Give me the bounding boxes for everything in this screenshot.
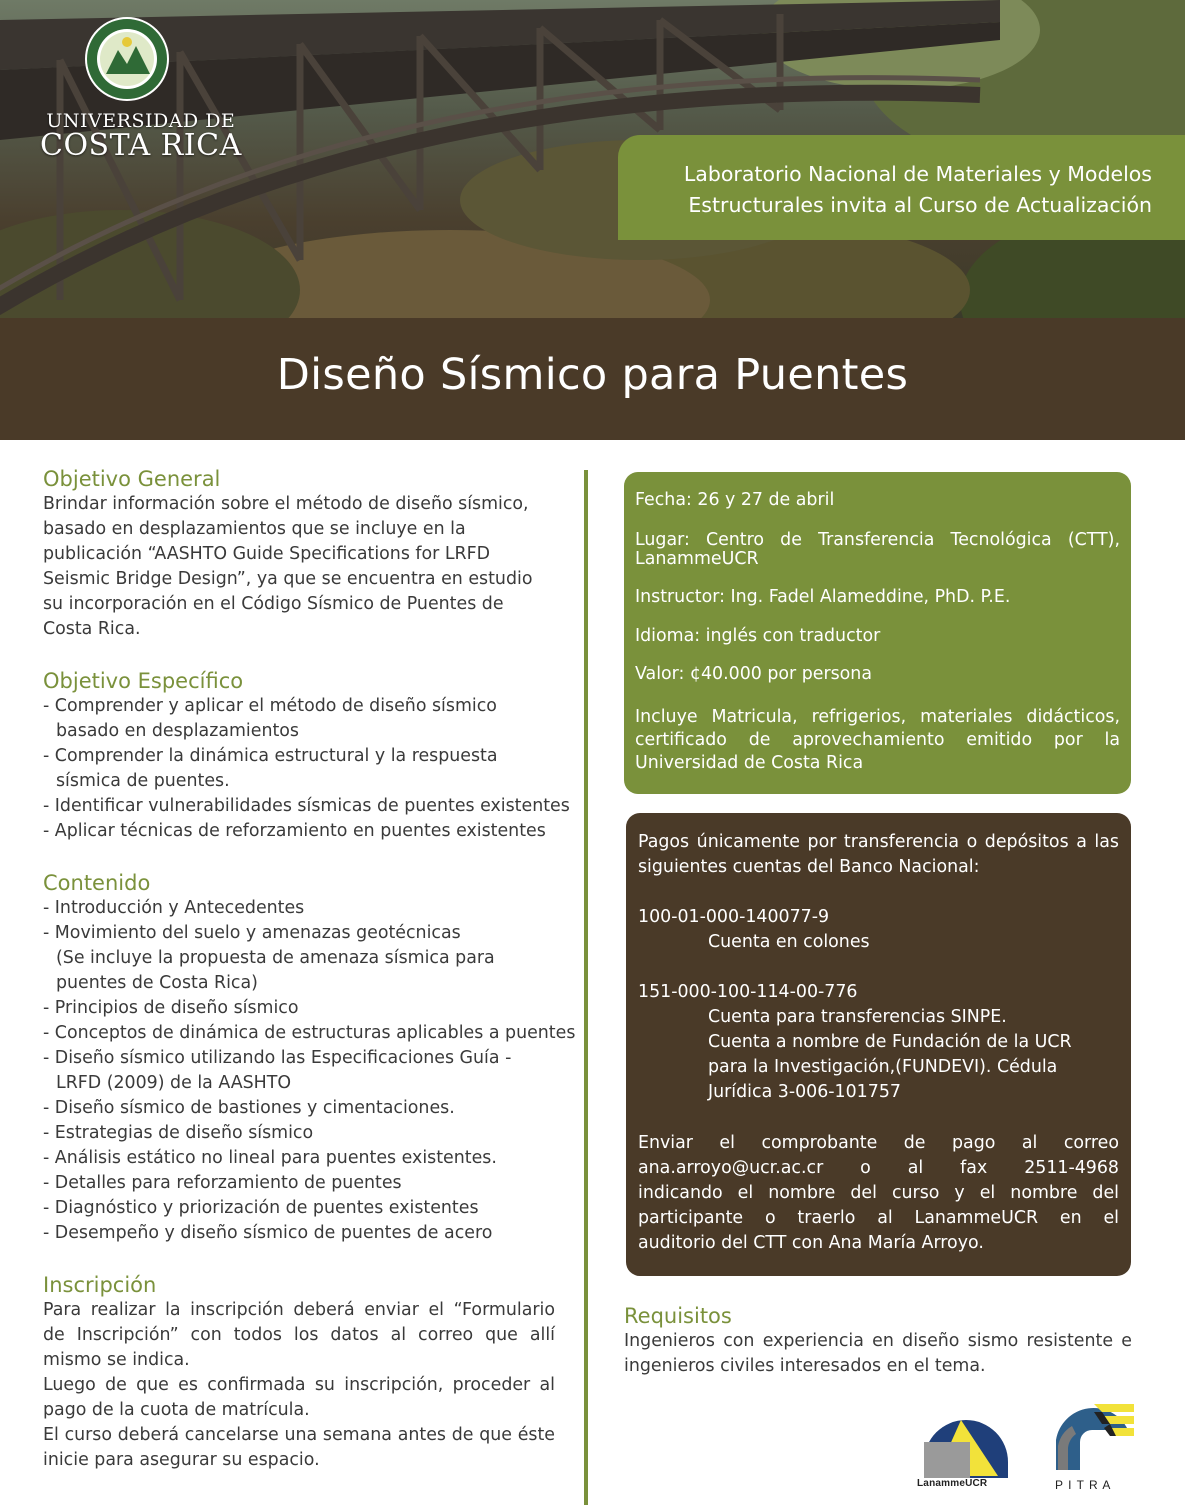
list-item: - Diseño sísmico utilizando las Especificaciones Guía - (43, 1048, 512, 1068)
account2-description-line2: Cuenta a nombre de Fundación de la UCR (708, 1032, 1072, 1052)
list-item-continuation: LRFD (2009) de la AASHTO (56, 1073, 292, 1093)
incluye-text-line3: Universidad de Costa Rica (635, 753, 864, 773)
lanamme-logo-text: LanammeUCR (917, 1478, 988, 1489)
list-item: - Detalles para reforzamiento de puentes (43, 1173, 402, 1193)
account2-description-line1: Cuenta para transferencias SINPE. (708, 1007, 1007, 1027)
account1-number: 100-01-000-140077-9 (638, 907, 830, 927)
idioma-text: Idioma: inglés con traductor (635, 626, 881, 646)
incluye-text-line2: certificado de aprovechamiento emitido por la (635, 730, 1120, 750)
list-item: - Movimiento del suelo y amenazas geotécnicas (43, 923, 461, 943)
requisitos-line2: ingenieros civiles interesados en el tema. (624, 1356, 986, 1376)
list-item-continuation: sísmica de puentes. (56, 771, 230, 791)
text-line: su incorporación en el Código Sísmico de Puentes de (43, 594, 504, 614)
requisitos-section (624, 1303, 1132, 1379)
list-item-continuation: puentes de Costa Rica) (56, 973, 258, 993)
contenido-heading: Contenido (43, 871, 151, 895)
list-item: - Aplicar técnicas de reforzamiento en puentes existentes (43, 821, 546, 841)
inscripcion-heading: Inscripción (43, 1273, 157, 1297)
text-line: Seismic Bridge Design”, ya que se encuentra en estudio (43, 569, 533, 589)
list-item: - Conceptos de dinámica de estructuras aplicables a puentes (43, 1023, 576, 1043)
text-line: Costa Rica. (43, 619, 141, 639)
text-line: publicación “AASHTO Guide Specifications for LRFD (43, 544, 491, 564)
objetivo-especifico-list (43, 694, 570, 844)
account2-description-line3: para la Investigación,(FUNDEVI). Cédula (708, 1057, 1058, 1077)
lugar-text-line2: LanammeUCR (635, 549, 759, 569)
objetivo-general-heading: Objetivo General (43, 467, 221, 491)
account2-description-line4: Jurídica 3-006-101757 (708, 1082, 901, 1102)
requisitos-heading: Requisitos (624, 1304, 732, 1328)
contenido-list (43, 896, 576, 1246)
inscripcion-text (43, 1298, 555, 1473)
list-item-continuation: (Se incluye la propuesta de amenaza sísmica para (56, 948, 495, 968)
invitation-banner (618, 135, 1185, 240)
invite-line1: Laboratorio Nacional de Materiales y Modelos (683, 162, 1152, 186)
objetivo-general-text (43, 492, 555, 642)
text-line: mismo se indica. (43, 1350, 190, 1370)
list-item: - Principios de diseño sísmico (43, 998, 299, 1018)
lugar-text-line1: Lugar: Centro de Transferencia Tecnológica (CTT), (635, 530, 1120, 550)
university-wordmark (40, 112, 242, 161)
course-title: Diseño Sísmico para Puentes (276, 350, 909, 400)
send-proof-line5: auditorio del CTT con Ana María Arroyo. (638, 1233, 984, 1253)
text-line: pago de la cuota de matrícula. (43, 1400, 310, 1420)
fecha-text: Fecha: 26 y 27 de abril (635, 490, 835, 510)
send-proof-line2: ana.arroyo@ucr.ac.cr o al fax 2511-4968 (638, 1158, 1119, 1178)
list-item: - Diagnóstico y priorización de puentes existentes (43, 1198, 479, 1218)
text-line: de Inscripción” con todos los datos al correo que allí (43, 1325, 555, 1345)
valor-text: Valor: ¢40.000 por persona (635, 664, 872, 684)
payment-intro-line2: siguientes cuentas del Banco Nacional: (638, 857, 980, 877)
list-item: - Diseño sísmico de bastiones y cimentaciones. (43, 1098, 455, 1118)
title-band (0, 318, 1185, 440)
requisitos-line1: Ingenieros con experiencia en diseño sismo resistente e (624, 1331, 1132, 1351)
text-line: Para realizar la inscripción deberá enviar el “Formulario (43, 1300, 555, 1320)
text-line: El curso deberá cancelarse una semana antes de que éste (43, 1425, 555, 1445)
list-item: - Estrategias de diseño sísmico (43, 1123, 314, 1143)
list-item: - Análisis estático no lineal para puentes existentes. (43, 1148, 497, 1168)
hero-banner (0, 0, 1185, 318)
list-item: - Comprender y aplicar el método de diseño sísmico (43, 696, 497, 716)
text-line: basado en desplazamientos que se incluye en la (43, 519, 466, 539)
university-line2: COSTA RICA (40, 128, 242, 163)
payment-info-box (626, 813, 1131, 1276)
list-item: - Comprender la dinámica estructural y la respuesta (43, 746, 498, 766)
text-line: inicie para asegurar su espacio. (43, 1450, 320, 1470)
university-seal-icon (84, 16, 170, 102)
list-item: - Desempeño y diseño sísmico de puentes de acero (43, 1223, 493, 1243)
list-item: - Introducción y Antecedentes (43, 898, 305, 918)
incluye-text-line1: Incluye Matricula, refrigerios, materiales didácticos, (635, 707, 1120, 727)
payment-intro-line1: Pagos únicamente por transferencia o depósitos a las (638, 832, 1119, 852)
pitra-logo-text: P I T R A (1055, 1478, 1112, 1492)
invite-line2: Estructurales invita al Curso de Actualización (688, 193, 1152, 217)
text-line: Brindar información sobre el método de diseño sísmico, (43, 494, 529, 514)
objetivo-especifico-heading: Objetivo Específico (43, 669, 244, 693)
account2-number: 151-000-100-114-00-776 (638, 982, 858, 1002)
text-line: Luego de que es confirmada su inscripción, proceder al (43, 1375, 555, 1395)
send-proof-line1: Enviar el comprobante de pago al correo (638, 1133, 1119, 1153)
course-info-box (624, 472, 1131, 794)
list-item-continuation: basado en desplazamientos (56, 721, 299, 741)
left-column (43, 466, 576, 1473)
column-divider (584, 470, 588, 1505)
list-item: - Identificar vulnerabilidades sísmicas de puentes existentes (43, 796, 570, 816)
instructor-text: Instructor: Ing. Fadel Alameddine, PhD. P.E. (635, 587, 1011, 607)
send-proof-line3: indicando el nombre del curso y el nombre del (638, 1183, 1119, 1203)
send-proof-line4: participante o traerlo al LanammeUCR en el (638, 1208, 1119, 1228)
account1-description: Cuenta en colones (708, 932, 870, 952)
university-line1: UNIVERSIDAD DE (46, 110, 236, 132)
